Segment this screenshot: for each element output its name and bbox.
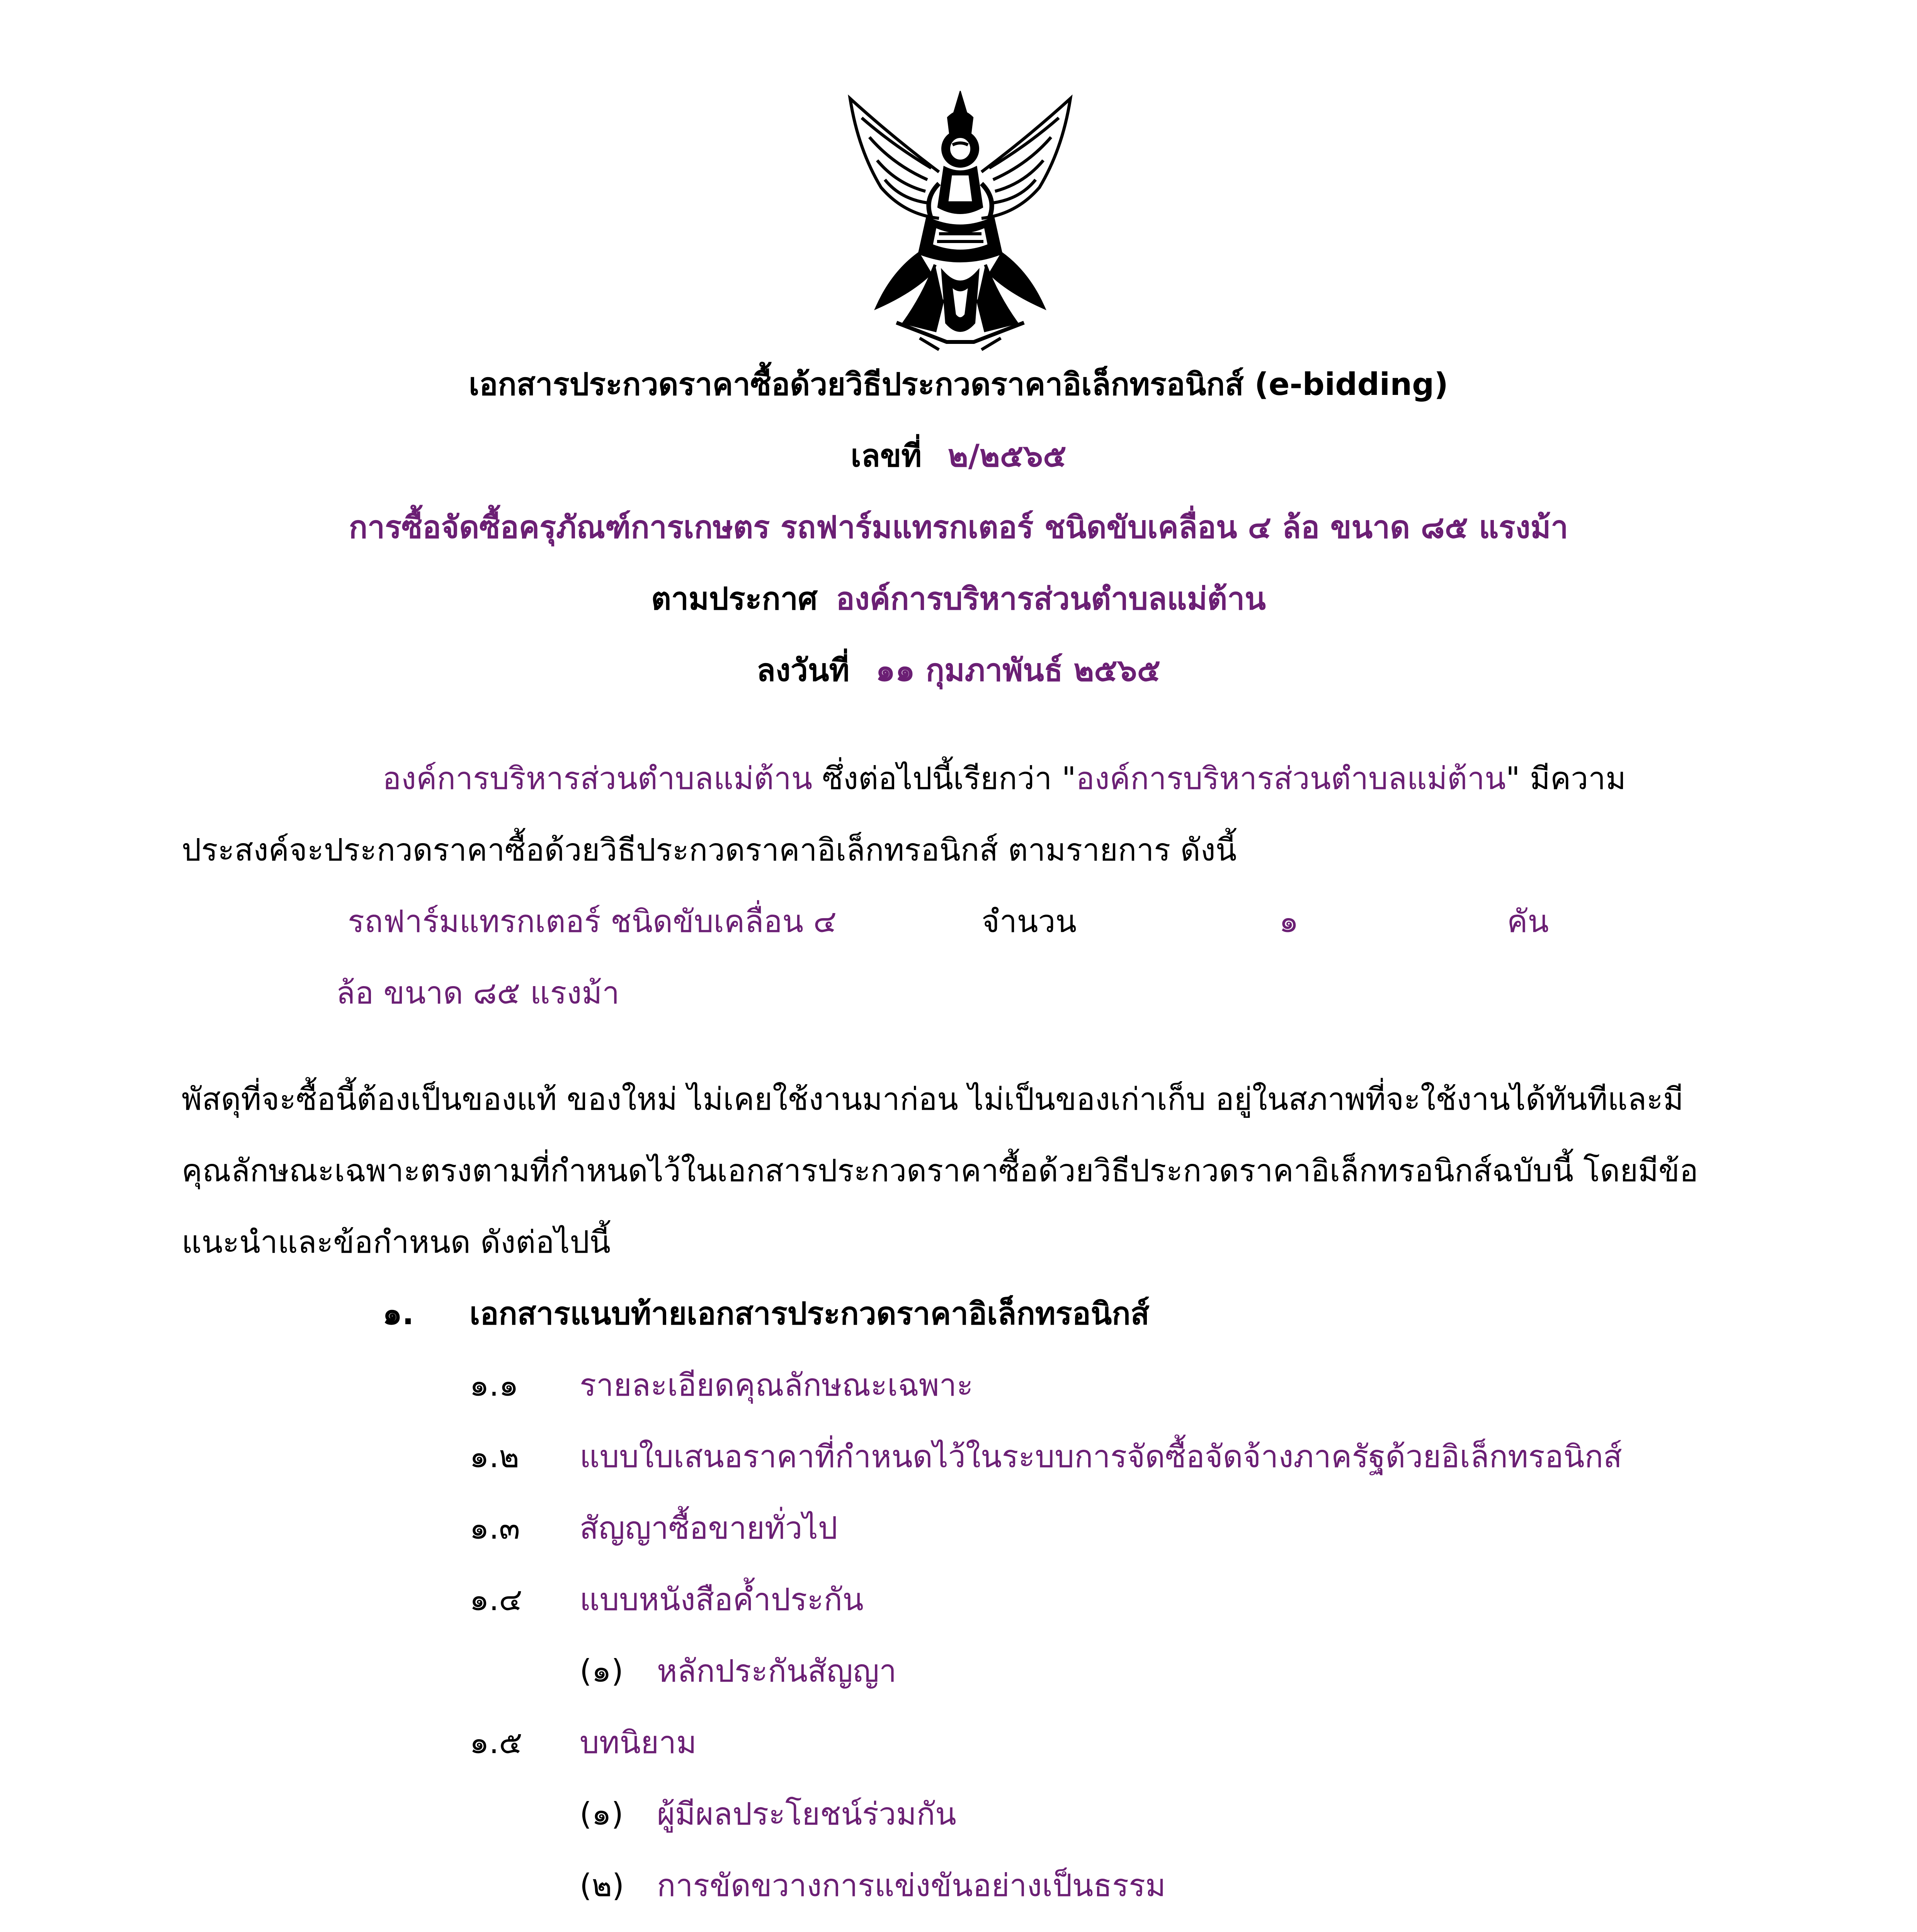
section-1-subitem-num: (๒) [580,1867,624,1903]
intro-line-1 [383,757,1626,800]
section-1-subitem-text: การขัดขวางการแข่งขันอย่างเป็นธรรม [657,1867,1166,1903]
date-label: ลงวันที่ [756,652,850,688]
document-title [0,363,1917,406]
section-1-number: ๑. [383,1296,414,1332]
date-line [0,649,1917,692]
section-1-item-text: บทนิยาม [580,1725,697,1760]
document-number [0,435,1917,477]
item-name-line-2: ล้อ ขนาด ๘๕ แรงม้า [336,975,620,1011]
section-1-title: เอกสารแนบท้ายเอกสารประกวดราคาอิเล็กทรอนิกส์ [469,1296,1150,1332]
announcement-label: ตามประกาศ [651,581,818,617]
section-1-item-text: แบบหนังสือค้ำประกัน [580,1582,864,1617]
body-para-line-3: แนะนำและข้อกำหนด ดังต่อไปนี้ [182,1224,611,1260]
body-para-line-2: คุณลักษณะเฉพาะตรงตามที่กำหนดไว้ในเอกสารประกวดราคาซื้อด้วยวิธีประกวดราคาอิเล็กทรอนิกส์ฉบับนี้ โดยมีข้อ [182,1153,1698,1189]
intro-line-2: ประสงค์จะประกวดราคาซื้อด้วยวิธีประกวดราคาอิเล็กทรอนิกส์ ตามรายการ ดังนี้ [182,832,1237,868]
item-qty-label: จำนวน [981,903,1077,939]
document-number-label: เลขที่ [850,438,922,474]
document-number-value: ๒/๒๕๖๕ [948,438,1067,474]
garuda-emblem-icon [835,91,1086,354]
section-1-item-num: ๑.๑ [469,1367,519,1403]
section-1-item-num: ๑.๕ [469,1725,522,1760]
announcement-line [0,578,1917,620]
section-1-subitem-text: หลักประกันสัญญา [657,1653,897,1689]
section-1-subitem-text: ผู้มีผลประโยชน์ร่วมกัน [657,1796,956,1832]
document-title-text: เอกสารประกวดราคาซื้อด้วยวิธีประกวดราคาอิเล็กทรอนิกส์ (e-bidding) [469,366,1448,402]
section-1-item-text: รายละเอียดคุณลักษณะเฉพาะ [580,1367,973,1403]
intro-text-1: ซึ่งต่อไปนี้เรียกว่า " [812,760,1076,796]
item-unit: คัน [1507,903,1549,939]
item-name-line-1: รถฟาร์มแทรกเตอร์ ชนิดขับเคลื่อน ๔ [348,903,837,939]
intro-text-2: " มีความ [1505,760,1626,796]
document-subject: การซื้อจัดซื้อครุภัณฑ์การเกษตร รถฟาร์มแทรกเตอร์ ชนิดขับเคลื่อน ๔ ล้อ ขนาด ๘๕ แรงม้า [349,509,1568,545]
section-1-item-text: สัญญาซื้อขายทั่วไป [580,1510,838,1546]
section-1-item-num: ๑.๔ [469,1582,522,1617]
section-1-item-num: ๑.๒ [469,1439,519,1475]
section-1-subitem-num: (๑) [580,1653,624,1689]
intro-org: องค์การบริหารส่วนตำบลแม่ต้าน [383,760,813,796]
intro-org-quoted: องค์การบริหารส่วนตำบลแม่ต้าน [1076,760,1506,796]
announcement-org: องค์การบริหารส่วนตำบลแม่ต้าน [836,581,1266,617]
section-1-subitem-num: (๑) [580,1796,624,1832]
item-qty: ๑ [1279,903,1299,939]
section-1-item-text: แบบใบเสนอราคาที่กำหนดไว้ในระบบการจัดซื้อจัดจ้างภาครัฐด้วยอิเล็กทรอนิกส์ [580,1439,1622,1475]
body-para-line-1: พัสดุที่จะซื้อนี้ต้องเป็นของแท้ ของใหม่ ไม่เคยใช้งานมาก่อน ไม่เป็นของเก่าเก็บ อยู่ในสภาพที่จะใช้งานได้ทันทีและมี [182,1081,1684,1117]
date-value: ๑๑ กุมภาพันธ์ ๒๕๖๕ [876,652,1161,688]
section-1-item-num: ๑.๓ [469,1510,520,1546]
